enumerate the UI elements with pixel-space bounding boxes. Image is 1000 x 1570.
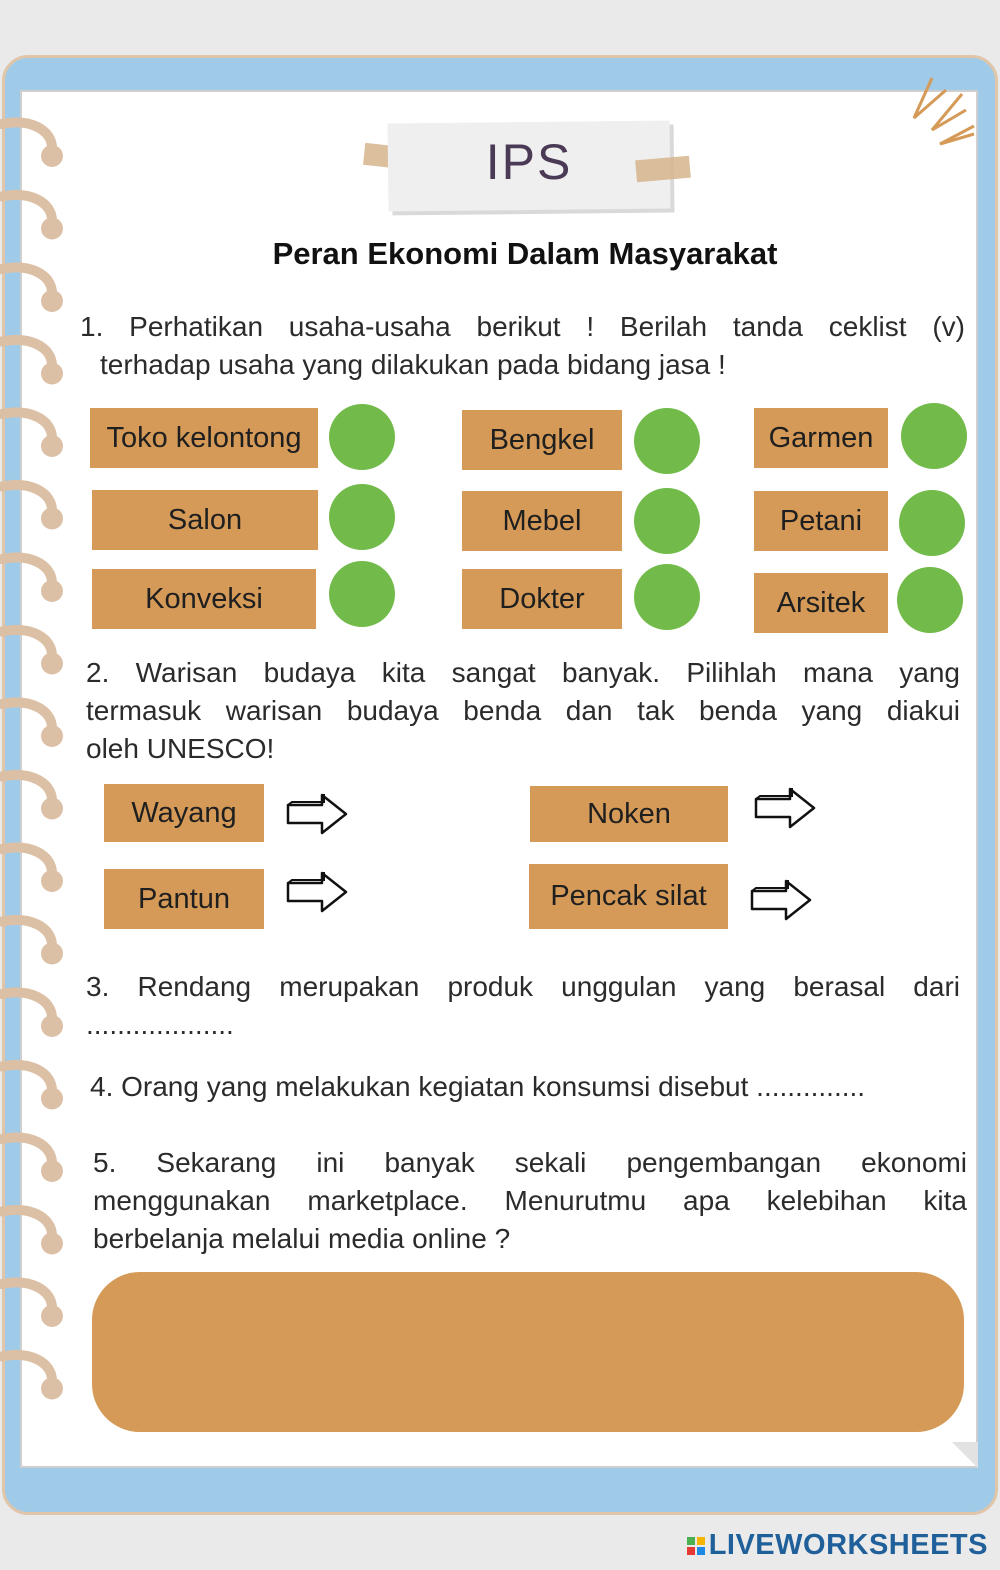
page-title: IPS — [485, 134, 573, 190]
option-salon: Salon — [92, 490, 318, 550]
arrow-noken-icon[interactable] — [752, 784, 818, 832]
checkbox-salon[interactable] — [329, 484, 395, 550]
checkbox-toko-kelontong[interactable] — [329, 404, 395, 470]
spiral-hole — [41, 653, 63, 675]
question-5 — [93, 1144, 967, 1258]
option-garmen: Garmen — [754, 408, 888, 468]
logo-grid-icon — [687, 1537, 705, 1555]
spiral-hole — [41, 1088, 63, 1110]
checkbox-petani[interactable] — [899, 490, 965, 556]
checkbox-mebel[interactable] — [634, 488, 700, 554]
spiral-hole — [41, 580, 63, 602]
spiral-ring — [2, 557, 52, 583]
answer-text-area[interactable] — [92, 1272, 964, 1432]
arrow-pencak-silat-icon[interactable] — [748, 876, 814, 924]
checkbox-arsitek[interactable] — [897, 567, 963, 633]
question-2-line-3: oleh UNESCO! — [86, 733, 275, 764]
question-1-line-1: 1. Perhatikan usaha-usaha berikut ! Berilah tanda ceklist (v) — [80, 311, 965, 342]
spiral-ring — [2, 122, 52, 148]
corner-decoration-icon — [912, 72, 982, 152]
arrow-pantun-icon[interactable] — [284, 868, 350, 916]
spiral-ring — [2, 340, 52, 366]
spiral-ring — [2, 195, 52, 221]
question-1-line-2: terhadap usaha yang dilakukan pada bidang jasa ! — [100, 349, 726, 380]
question-3-blank[interactable]: ................... — [86, 1009, 234, 1040]
brand-logo — [687, 1529, 988, 1562]
spiral-hole — [41, 1305, 63, 1327]
page-curl — [952, 1442, 978, 1468]
option-noken: Noken — [530, 786, 728, 842]
question-2-line-1: 2. Warisan budaya kita sangat banyak. Pilihlah mana yang — [86, 657, 960, 688]
spiral-ring — [2, 1137, 52, 1163]
spiral-ring — [2, 775, 52, 801]
option-wayang: Wayang — [104, 784, 264, 842]
option-bengkel: Bengkel — [462, 410, 622, 470]
spiral-ring — [2, 412, 52, 438]
option-dokter: Dokter — [462, 569, 622, 629]
brand-name: LIVEWORKSHEETS — [708, 1529, 988, 1561]
spiral-ring — [2, 992, 52, 1018]
question-3 — [86, 968, 960, 1044]
spiral-hole — [41, 870, 63, 892]
spiral-ring — [2, 1065, 52, 1091]
option-toko-kelontong: Toko kelontong — [90, 408, 318, 468]
question-3-line-1: 3. Rendang merupakan produk unggulan yang berasal dari — [86, 971, 960, 1002]
option-konveksi: Konveksi — [92, 569, 316, 629]
spiral-hole — [41, 145, 63, 167]
spiral-ring — [2, 1210, 52, 1236]
question-2 — [86, 654, 960, 768]
spiral-hole — [41, 290, 63, 312]
worksheet-subtitle: Peran Ekonomi Dalam Masyarakat — [272, 236, 778, 271]
option-arsitek: Arsitek — [754, 573, 888, 633]
option-mebel: Mebel — [462, 491, 622, 551]
spiral-hole — [41, 1378, 63, 1400]
spiral-ring — [2, 920, 52, 946]
spiral-ring — [2, 847, 52, 873]
spiral-binding — [0, 0, 80, 1440]
checkbox-konveksi[interactable] — [329, 561, 395, 627]
spiral-ring — [2, 1355, 52, 1381]
question-5-line-2: menggunakan marketplace. Menurutmu apa kelebihan kita — [93, 1185, 967, 1216]
option-pencak-silat: Pencak silat — [529, 864, 728, 929]
question-1 — [80, 308, 965, 384]
arrow-wayang-icon[interactable] — [284, 790, 350, 838]
spiral-ring — [2, 630, 52, 656]
checkbox-garmen[interactable] — [901, 403, 967, 469]
spiral-hole — [41, 435, 63, 457]
question-4 — [90, 1068, 964, 1106]
spiral-hole — [41, 363, 63, 385]
spiral-ring — [2, 1282, 52, 1308]
question-5-line-1: 5. Sekarang ini banyak sekali pengembangan ekonomi — [93, 1147, 967, 1178]
spiral-ring — [2, 485, 52, 511]
spiral-hole — [41, 943, 63, 965]
question-4-text: 4. Orang yang melakukan kegiatan konsumsi disebut .............. — [90, 1071, 866, 1102]
question-2-line-2: termasuk warisan budaya benda dan tak benda yang diakui — [86, 695, 960, 726]
spiral-hole — [41, 1233, 63, 1255]
spiral-hole — [41, 1015, 63, 1037]
checkbox-bengkel[interactable] — [634, 408, 700, 474]
question-5-line-3: berbelanja melalui media online ? — [93, 1223, 511, 1254]
spiral-hole — [41, 725, 63, 747]
spiral-hole — [41, 508, 63, 530]
checkbox-dokter[interactable] — [634, 564, 700, 630]
spiral-hole — [41, 798, 63, 820]
option-petani: Petani — [754, 491, 888, 551]
worksheet-paper — [20, 90, 978, 1468]
spiral-hole — [41, 1160, 63, 1182]
spiral-ring — [2, 702, 52, 728]
option-pantun: Pantun — [104, 869, 264, 929]
